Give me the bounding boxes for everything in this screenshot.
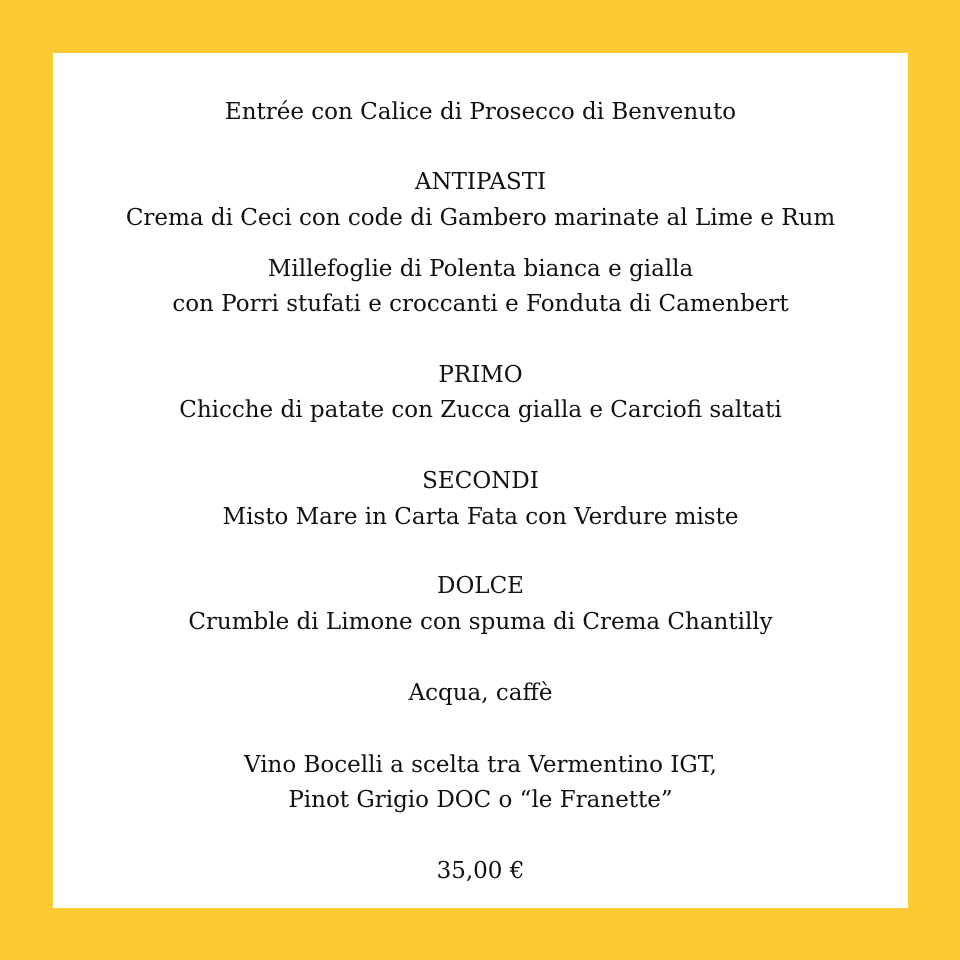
dolce-heading: DOLCE	[437, 573, 524, 599]
menu-card	[53, 53, 908, 908]
entree-line: Entrée con Calice di Prosecco di Benvenuto	[224, 99, 737, 125]
wine-line-1: Vino Bocelli a scelta tra Vermentino IGT,	[244, 752, 717, 778]
antipasti-dish-2-line-2: con Porri stufati e croccanti e Fonduta di Camenbert	[172, 291, 789, 317]
antipasti-dish-2-line-1: Millefoglie di Polenta bianca e gialla	[267, 256, 694, 282]
dolce-dish: Crumble di Limone con spuma di Crema Chantilly	[188, 609, 773, 635]
antipasti-dish-1: Crema di Ceci con code di Gambero marinate al Lime e Rum	[125, 205, 836, 231]
drinks-line: Acqua, caffè	[408, 680, 553, 706]
primo-dish: Chicche di patate con Zucca gialla e Carciofi saltati	[179, 397, 782, 423]
antipasti-heading: ANTIPASTI	[414, 169, 547, 195]
wine-line-2: Pinot Grigio DOC o “le Franette”	[288, 787, 673, 813]
price-label: 35,00 €	[436, 858, 525, 884]
secondi-dish: Misto Mare in Carta Fata con Verdure miste	[222, 504, 739, 530]
primo-heading: PRIMO	[438, 362, 523, 388]
secondi-heading: SECONDI	[422, 468, 539, 494]
